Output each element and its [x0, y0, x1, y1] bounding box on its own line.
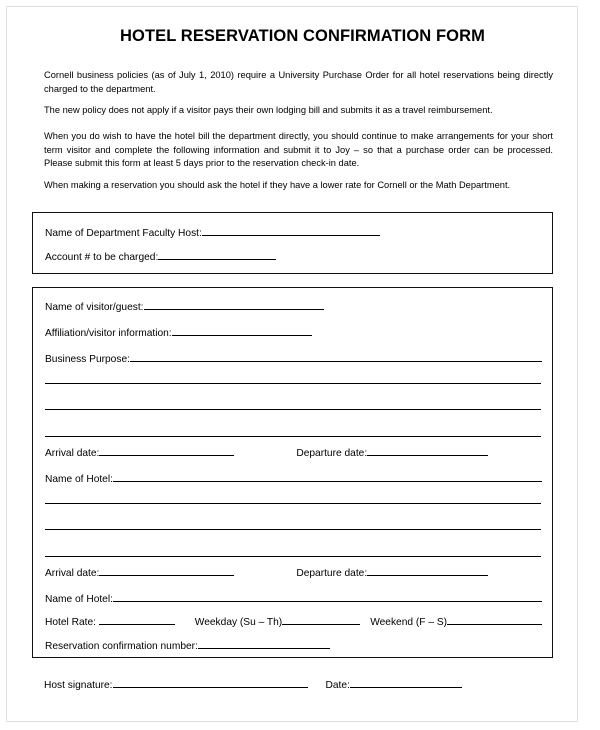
business-purpose-continuation-line-3[interactable]: [45, 436, 541, 437]
field-row-hotel-name-2: [45, 592, 542, 606]
field-row-affiliation: [45, 326, 542, 340]
host-signature-label: Host signature:: [44, 680, 113, 691]
departure-date-2-label: Departure date:: [296, 568, 368, 579]
business-purpose-continuation-line-2[interactable]: [45, 409, 541, 410]
intro-paragraph-3: When you do wish to have the hotel bill the department directly, you should continue to make arrangements for your short term visitor and complete the following information and submit it to Joy – so that a purchase order can be processed. Please submit this form at least 5 days prior to the reservation check-in date.: [44, 131, 553, 168]
field-row-account-number: [45, 250, 542, 264]
confirmation-number-input[interactable]: [198, 639, 330, 649]
faculty-host-input[interactable]: [202, 226, 380, 236]
arrival-date-2-input[interactable]: [99, 566, 234, 576]
departure-date-1-label: Departure date:: [296, 448, 368, 459]
account-number-label: Account # to be charged:: [45, 252, 159, 263]
field-row-stay-1-dates: [45, 446, 542, 460]
hotel-name-2-input[interactable]: [113, 592, 542, 602]
departure-date-1-input[interactable]: [367, 446, 488, 456]
business-purpose-continuation-line-1[interactable]: [45, 383, 541, 384]
field-row-faculty-host: [45, 226, 542, 240]
account-number-input[interactable]: [158, 250, 276, 260]
host-signature-input[interactable]: [113, 678, 308, 688]
hotel-1-continuation-line-3[interactable]: [45, 556, 541, 557]
hotel-rate-label: Hotel Rate:: [45, 617, 99, 628]
field-row-hotel-rates: [45, 615, 542, 629]
affiliation-label: Affiliation/visitor information:: [45, 328, 172, 339]
visitor-reservation-box: [32, 287, 553, 658]
department-info-box: [32, 212, 553, 274]
field-row-business-purpose: [45, 352, 542, 366]
arrival-date-2-label: Arrival date:: [45, 568, 100, 579]
hotel-rate-input[interactable]: [99, 615, 175, 625]
hotel-1-continuation-line-2[interactable]: [45, 529, 541, 530]
business-purpose-input[interactable]: [130, 352, 542, 362]
arrival-date-1-label: Arrival date:: [45, 448, 100, 459]
visitor-name-input[interactable]: [144, 300, 324, 310]
weekend-rate-input[interactable]: [447, 615, 542, 625]
weekday-rate-label: Weekday (Su – Th): [194, 617, 283, 628]
faculty-host-label: Name of Department Faculty Host:: [45, 228, 202, 239]
signature-row: [44, 678, 544, 691]
departure-date-2-input[interactable]: [367, 566, 488, 576]
hotel-name-2-label: Name of Hotel:: [45, 594, 113, 605]
signature-date-input[interactable]: [350, 678, 462, 688]
field-row-stay-2-dates: [45, 566, 542, 580]
page-title: HOTEL RESERVATION CONFIRMATION FORM: [120, 27, 485, 45]
field-row-confirmation-number: [45, 639, 542, 653]
confirmation-number-label: Reservation confirmation number:: [45, 641, 198, 652]
intro-paragraph-4: When making a reservation you should ask the hotel if they have a lower rate for Cornell or the Math Department.: [44, 180, 511, 191]
business-purpose-label: Business Purpose:: [45, 354, 130, 365]
visitor-name-label: Name of visitor/guest:: [45, 302, 144, 313]
affiliation-input[interactable]: [172, 326, 312, 336]
field-row-hotel-name-1: [45, 472, 542, 486]
hotel-name-1-input[interactable]: [113, 472, 542, 482]
hotel-name-1-label: Name of Hotel:: [45, 474, 113, 485]
intro-paragraph-2: The new policy does not apply if a visitor pays their own lodging bill and submits it as a travel reimbursement.: [44, 105, 493, 116]
field-row-visitor-name: [45, 300, 542, 314]
hotel-1-continuation-line-1[interactable]: [45, 503, 541, 504]
weekday-rate-input[interactable]: [282, 615, 360, 625]
signature-date-label: Date:: [325, 680, 350, 691]
arrival-date-1-input[interactable]: [99, 446, 234, 456]
intro-paragraph-1: Cornell business policies (as of July 1, 2010) require a University Purchase Order for all hotel reservations being directly charged to the department.: [44, 70, 553, 94]
weekend-rate-label: Weekend (F – S): [370, 617, 448, 628]
